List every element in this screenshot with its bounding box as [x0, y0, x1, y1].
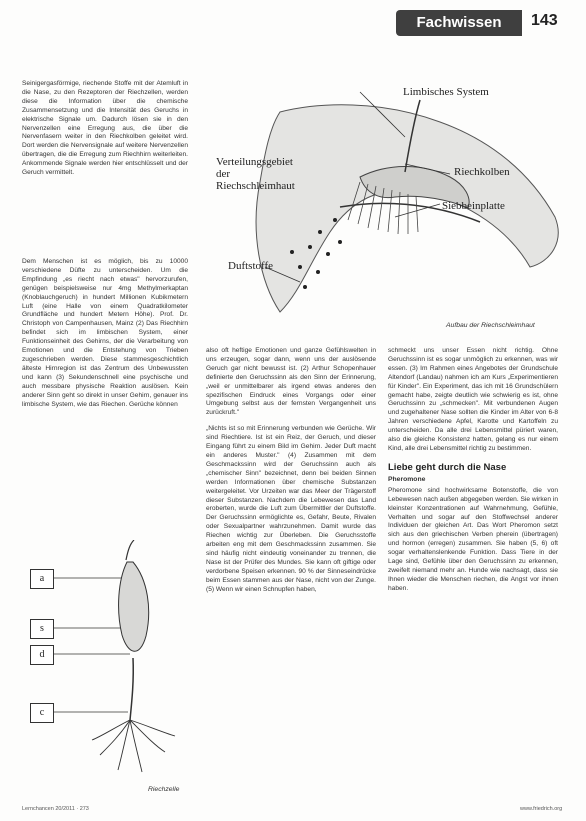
- footer-left: Lernchancen 20/2011 · 273: [22, 806, 89, 812]
- label-box-c: c: [30, 703, 54, 723]
- mucosa-drawing: [210, 82, 570, 322]
- label-box-d: d: [30, 645, 54, 665]
- paragraph: also oft heftige Emotionen und ganze Gefühlswelten in uns erzeugen, sogar dann, wenn uns der auslösende Geruch gar nicht bewusst ist. (2) Arthur Schopenhauer definierte den Geruchssinn als den Sinn der Erinnerung, „weil er unmittelbarer als irgend etwas anderes den spezifischen Eindruck eines Vorgangs oder einer Umgebung selbst aus der fernsten Vergangenheit uns zurückruft.": [206, 347, 376, 417]
- label-olfactory-bulb: Riechkolben: [454, 166, 510, 178]
- section-tab: [396, 10, 522, 36]
- section-heading: Liebe geht durch die Nase: [388, 461, 507, 473]
- column-1-top: [22, 80, 188, 185]
- label-distribution-area-2: der: [216, 168, 231, 180]
- mucosa-shape: [256, 105, 558, 312]
- figure1-caption: Aufbau der Riechschleimhaut: [446, 322, 535, 329]
- footer-right: www.friedrich.org: [520, 806, 563, 812]
- paragraph: Seinigergasförmige, riechende Stoffe mit der Atemluft in die Nase, zu den Rezeptoren der Riechzellen, werden diese die Information über die chemische Zusammensetzung und die Intensität des Geruchs in elektrische Signale um. Dadurch lösen sie in den Nervenzellen eine Erregung aus, die über die Nervenfasern weiter in den Riechkolben geleitet wird. Dort werden die Nervensignale auf weitere Nervenzellen übertragen, die die Erregung zum Riechhirn weiterleiten. Ankommende Signale werden hier entschlüsselt und der Geruch vermittelt.: [22, 80, 188, 177]
- paragraph: Pheromone sind hochwirksame Botenstoffe, die von Lebewesen nach außen abgegeben werden. Sie wirken in kleinster Konzentrationen auf Wahrnehmung, Gefühle, Verhalten und sogar auf den Stoffwechsel anderer Individuen der gleichen Art. Das Wort Pheromon setzt sich aus den griechischen Verben pherein (übertragen) und hormon (erregen) zusammen. Sie haben (5, 6) oft sogar verhaltenslenkende Funktion. Dass Tiere in der Lage sind, Gefühle über den Geruchssinn zu erkennen, zweifelt niemand mehr an. Hunde wie nachsagt, dass sie Ihnen wieder die Menschen riechen, die Angst vor ihnen haben.: [388, 486, 558, 592]
- column-1-bottom: [22, 258, 188, 416]
- axon-top: [126, 540, 134, 560]
- label-cribriform-plate: Siebbeinplatte: [442, 200, 505, 212]
- figure2-caption: Riechzelle: [148, 786, 180, 793]
- dendrite: [130, 658, 133, 720]
- column-3: [388, 347, 558, 601]
- label-odors: Duftstoffe: [228, 260, 274, 272]
- paragraph: schmeckt uns unser Essen nicht richtig. Ohne Geruchssinn ist es sogar unmöglich zu erkennen, was wir essen. (3) Im Rahmen eines Angebotes der Grundschule Altendorf (Landau) nahmen ich am Kurs „Experimentieren für Kinder". Ein Experiment, das ich mit 16 Grundschülern gemacht habe, zeigte deutlich wie schwierig es ist, ohne Geruchssinn zu „schmecken". Mit verbundenen Augen und zugehaltener Nase sollten die Kinder im Alter von 6-8 Jahren verschiedene Apfel, Karotte und Kartoffeln zu unterscheiden. Da alle drei Lebensmittel püriert waren, also die gleiche Konsistenz hatten, gelang es nur einem Kind, alle drei Lebensmittel richtig zu bestimmen.: [388, 347, 558, 452]
- section-kicker: Pheromone: [388, 475, 426, 483]
- cell-drawing: [30, 540, 200, 790]
- paragraph: Dem Menschen ist es möglich, bis zu 10000 verschiedene Düfte zu unterscheiden. Um die Empfindung „es riecht nach etwas" hervorzurufen, genügen beispielsweise nur 4mg Methylmerkaptan (Knoblauchgeruch) in hundert Millionen Kubikmetern Luft (eine Halle von einem Quadratkilometer Grundfläche und hundert Metern Höhe). Prof. Dr. Christoph von Campenhausen, Mainz (2) Das Riechhirn befindet sich im limbischen System, einer Funktionseinheit des Gehirns, der die Verarbeitung von Emotionen und die Entstehung von Trieben zugeschrieben werden. Diese stammesgeschichtlich älteste Hirnregion ist das Zentrum des Unbewussten und kann (3) Sekundenschnell eine psychische und auch messbare physische Reaktion auslösen. Kein anderer Sinn geht so direkt in unser Gehirn, genauer ins limbische System, wie das Riechen. Gerüche können: [22, 258, 188, 408]
- label-distribution-area-3: Riechschleimhaut: [216, 180, 295, 192]
- label-box-s: s: [30, 619, 54, 639]
- cilia: [92, 720, 175, 772]
- olfactory-mucosa-figure: [210, 82, 570, 322]
- olfactory-cell-figure: [30, 540, 200, 790]
- paragraph: „Nichts ist so mit Erinnerung verbunden wie Gerüche. Wir sind Riechtiere. Ist ist ein Reiz, der Geruch, und dieser Eingang führt zu einem Bild im Gehirn. Jeder Duft macht ein anderes Muster." (4) Zusammen mit dem Geschmackssinn wird der Geruchssinn auch als „chemischer Sinn" bezeichnet, denn bei beiden Sinnen werden Informationen über chemische Substanzen weitergeleitet. Vor Urzeiten war das Meer der Trägerstoff dieser Substanzen. Nachdem die Lebewesen das Land eroberten, wurde die Luft zum Übermittler der Duftstoffe. Der Geruchssinn ermöglichte es, Gefahr, Beute, Rivalen oder Sexualpartner wahrzunehmen. Damit wurde das Riechen wichtig zur Überleben. Die Geruchsstoffe arbeiten eng mit dem Geschmackssinn zusammen. Sie sind häufig nicht eindeutig voneinander zu trennen, die Nase ist der Prüfer des Mundes. Sie kann oft giftige oder verdorbene Speisen erkennen. 90 % der Sinneseindrücke beim Essen stammen aus der Nase, nicht von der Zunge. (5) Wenn wir einen Schnupfen haben,: [206, 425, 376, 593]
- cell-body: [119, 562, 149, 651]
- label-limbic-system: Limbisches System: [403, 86, 489, 98]
- column-2: [206, 347, 376, 601]
- page-number: 143: [531, 12, 558, 29]
- label-box-a: a: [30, 569, 54, 589]
- label-distribution-area-1: Verteilungsgebiet: [216, 156, 293, 168]
- section-title: Fachwissen: [416, 14, 502, 31]
